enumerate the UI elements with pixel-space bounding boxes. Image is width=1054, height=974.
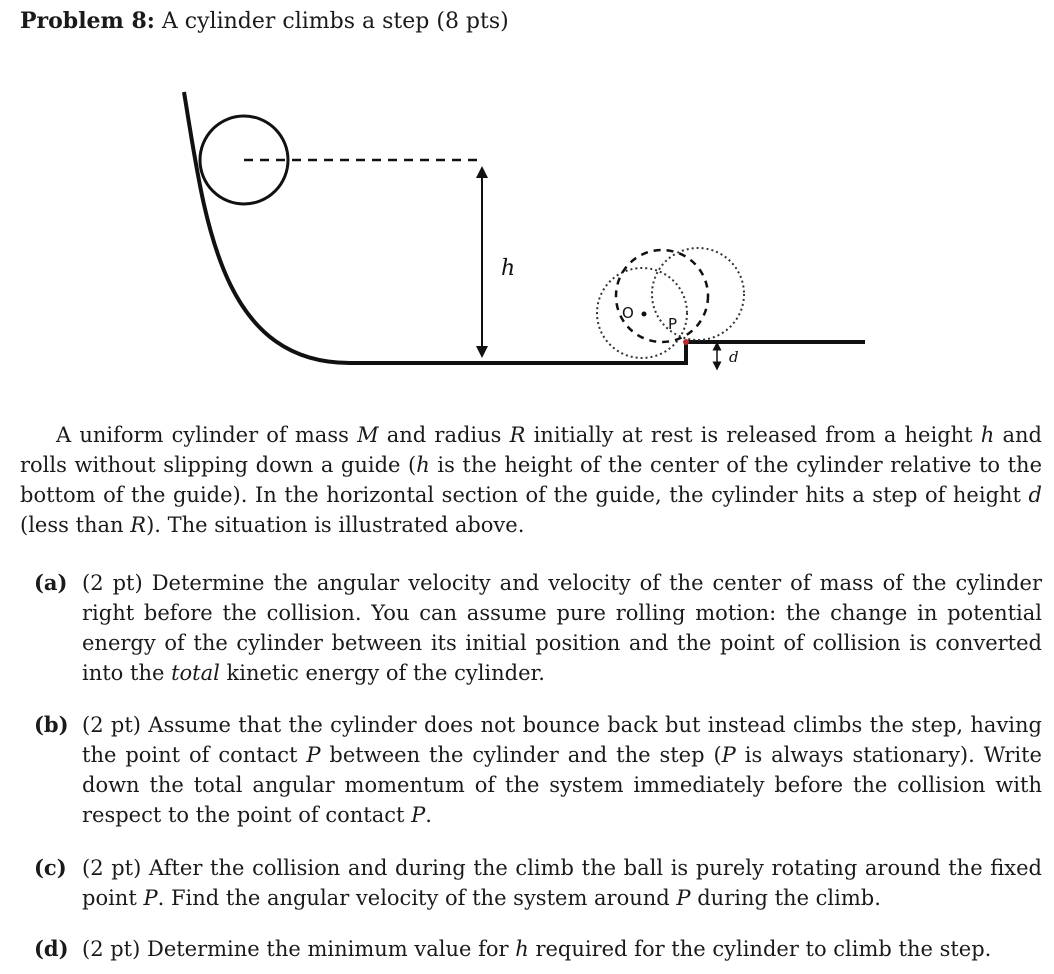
figure-label-d: d <box>729 348 739 366</box>
part-a <box>20 568 1042 688</box>
contact-point-P <box>683 339 689 345</box>
center-point-O <box>642 312 647 317</box>
part-d-label: (d) <box>34 936 69 961</box>
part-b-text: (2 pt) Assume that the cylinder does not bounce back but instead climbs the step, having the point of contact P between the cylinder and the step (P is always stationary). Write down the total angular momentum of the system immediately before the collision with respect to the point of contact P. <box>82 713 1042 827</box>
problem-number: Problem 8: <box>20 8 155 34</box>
figure-label-P: P <box>668 315 678 333</box>
problem-heading <box>20 8 509 34</box>
part-c-text: (2 pt) After the collision and during the climb the ball is purely rotating around the fixed point P. Find the angular velocity of the system around P during the climb. <box>82 856 1042 910</box>
symbol-d: d <box>1028 483 1042 507</box>
figure-label-h: h <box>501 256 516 281</box>
symbol-h: h <box>416 453 430 477</box>
guide-track <box>184 92 865 363</box>
symbol-R: R <box>509 423 526 447</box>
symbol-h: h <box>980 423 995 447</box>
figure-label-O: O <box>622 304 634 322</box>
part-d <box>20 934 1042 964</box>
part-a-label: (a) <box>34 570 68 595</box>
symbol-R: R <box>130 513 147 537</box>
part-b-label: (b) <box>34 712 69 737</box>
part-b <box>20 710 1042 830</box>
cylinder-step-figure <box>160 80 890 390</box>
problem-title: A cylinder climbs a step (8 pts) <box>161 9 509 34</box>
part-d-text: (2 pt) Determine the minimum value for h required for the cylinder to climb the step. <box>82 937 992 961</box>
problem-statement: A uniform cylinder of mass M and radius R initially at rest is released from a height h and rolls without slipping down a guide (h is the height of the center of the cylinder relative to the bottom of the guide). In the horizontal section of the guide, the cylinder hits a step of height d (less than R). The situation is illustrated above. <box>20 423 1042 537</box>
part-a-text: (2 pt) Determine the angular velocity and velocity of the center of mass of the cylinder right before the collision. You can assume pure rolling motion: the change in potential energy of the cylinder between its initial position and the point of collision is converted into the total kinetic energy of the cylinder. <box>82 571 1042 685</box>
part-c <box>20 853 1042 913</box>
symbol-M: M <box>357 423 379 447</box>
part-c-label: (c) <box>34 855 67 880</box>
